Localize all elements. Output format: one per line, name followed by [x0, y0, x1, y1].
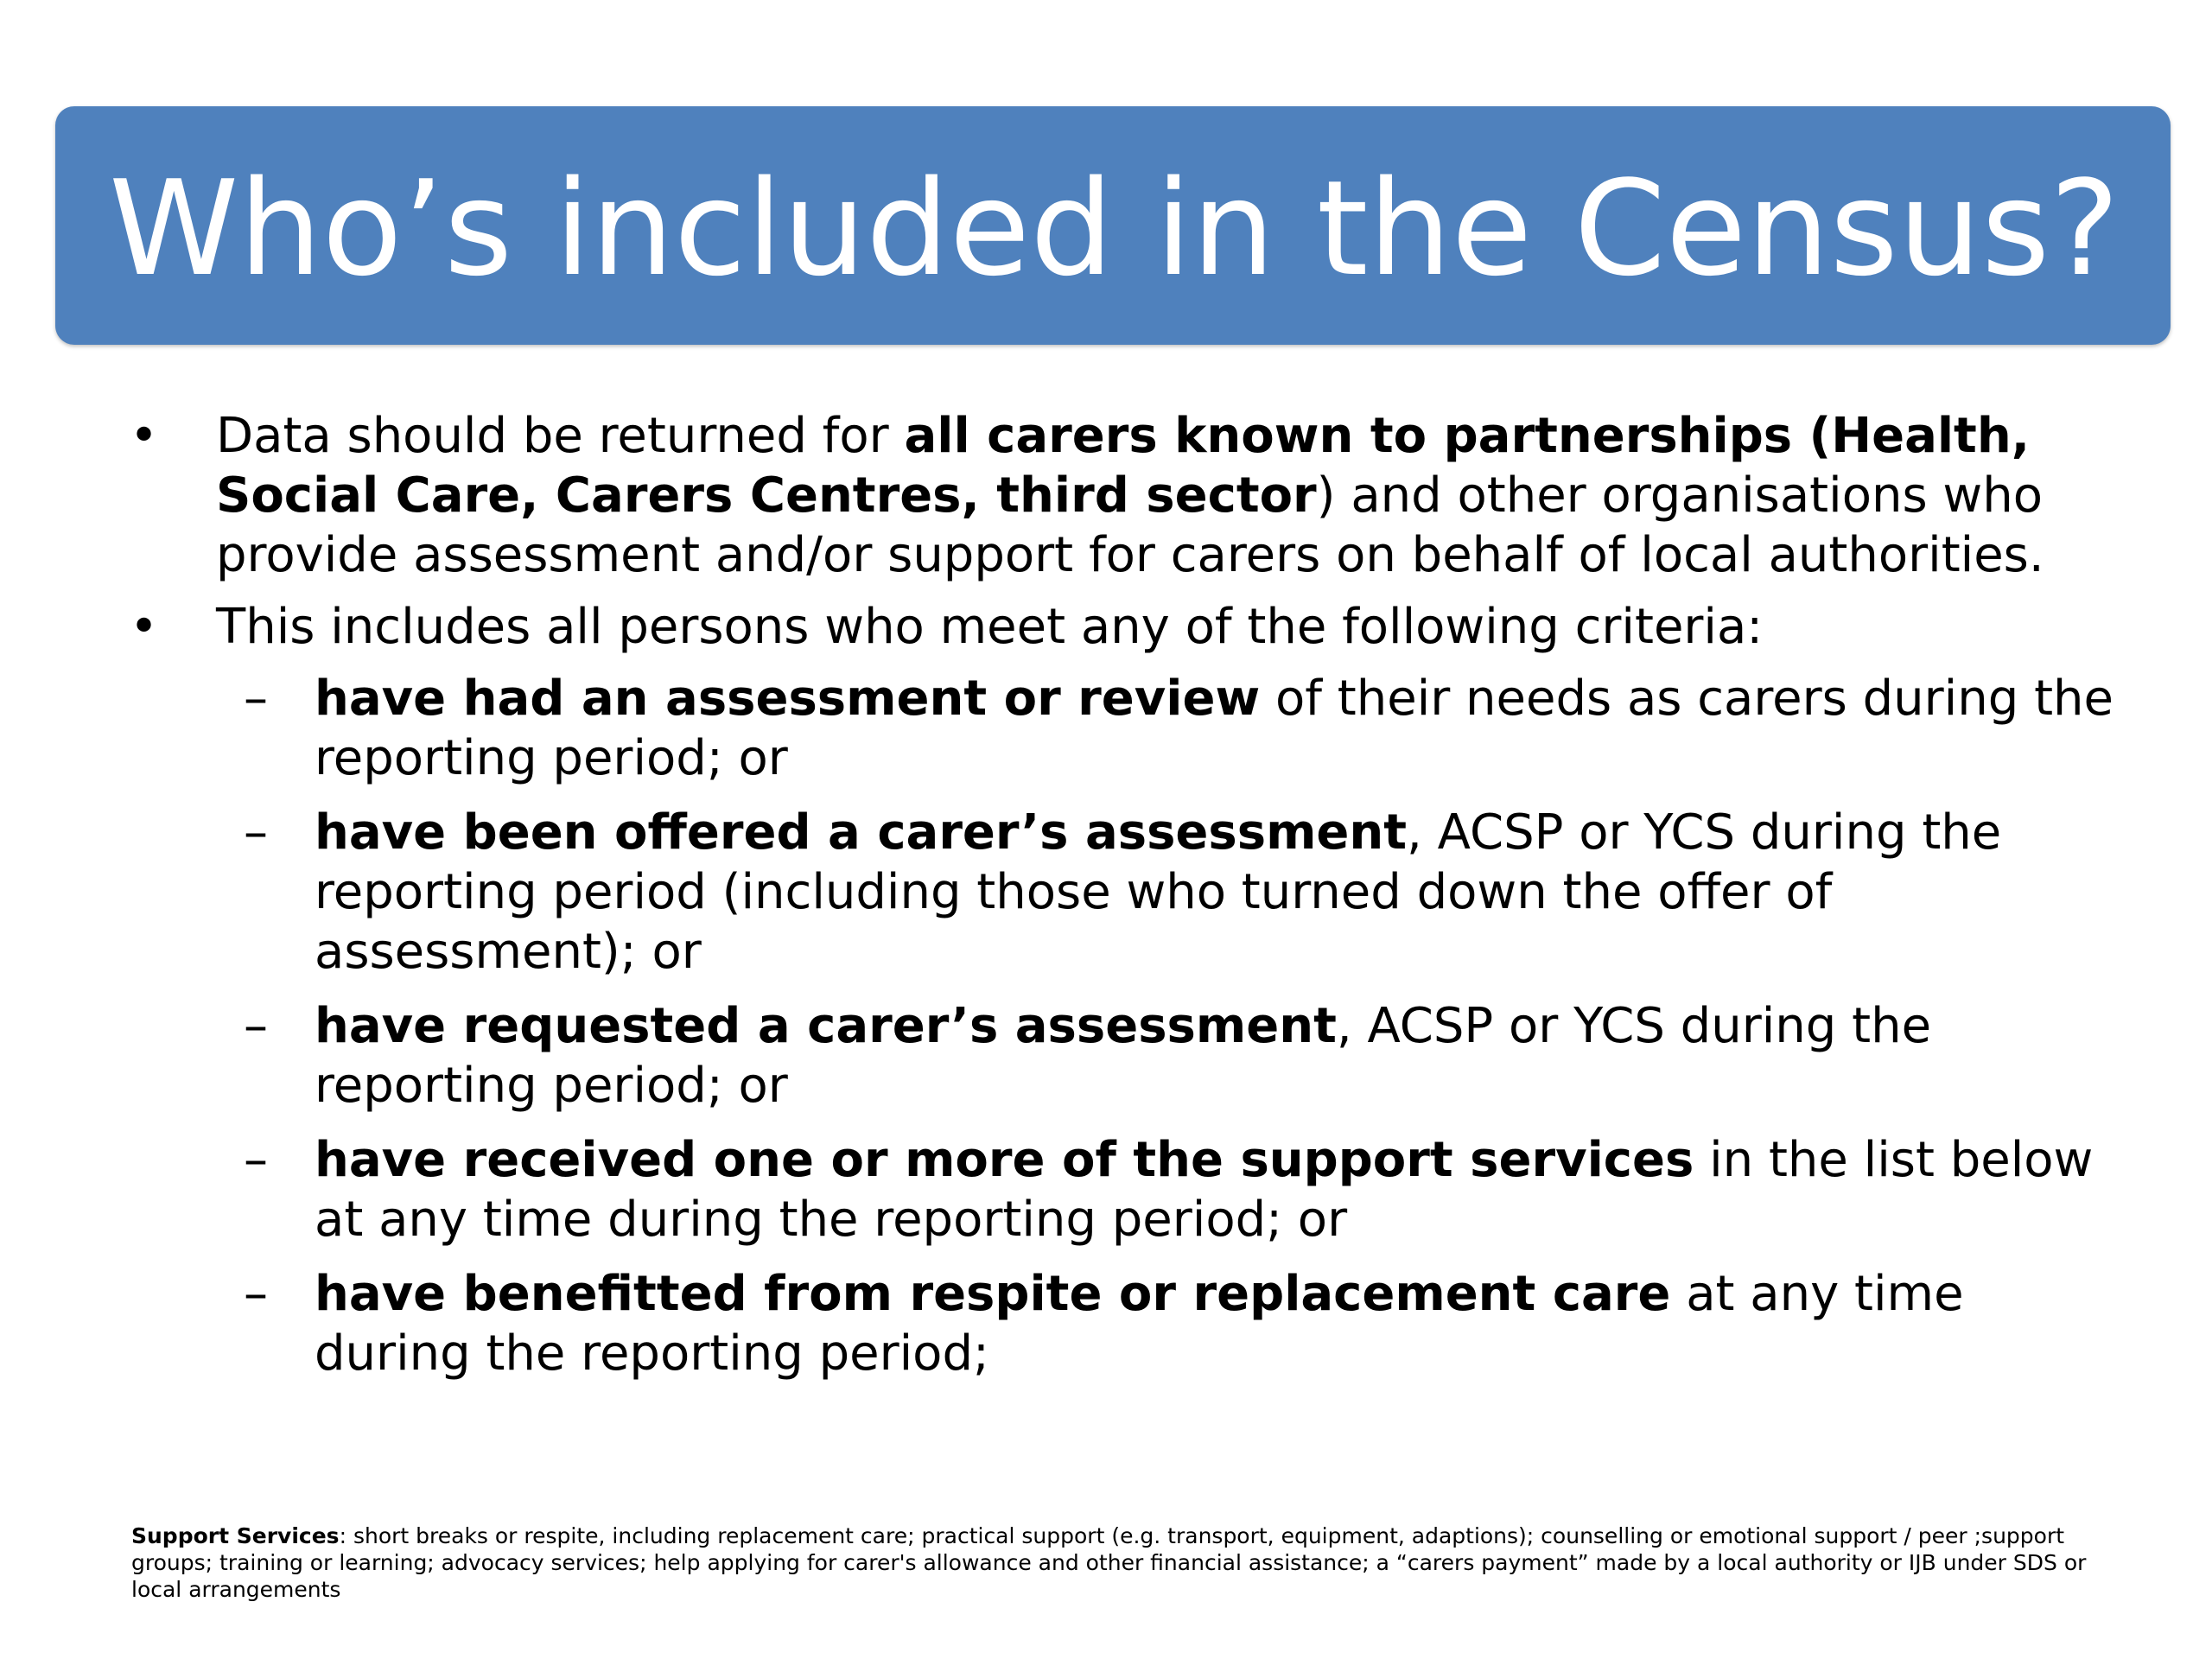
criteria-rest: , ACSP or YCS during the reporting period (including those who turned down the offer of assessment); or [315, 804, 2002, 980]
bullet-includes [130, 597, 2117, 657]
criteria-bold: have received one or more of the support services [315, 1132, 1694, 1188]
criteria-list [130, 669, 2117, 1383]
criteria-bold: have been offered a carer’s assessment [315, 804, 1408, 861]
criteria-item [130, 1130, 2117, 1249]
bullet-text-pre: Data should be returned for [216, 408, 905, 464]
criteria-rest: at any time during the reporting period; [315, 1266, 1964, 1382]
bullet-text-post: ) and other organisations who provide assessment and/or support for carers on behalf of local authorities. [216, 467, 2044, 583]
criteria-rest: in the list below at any time during the reporting period; or [315, 1132, 2094, 1248]
footnote-text: : short breaks or respite, including replacement care; practical support (e.g. transport, equipment, adaptions); counselling or emotional support / peer ;support groups; training or learning; advocacy services; help applying for carer's allowance and other financial assistance; a “carers payment” made by a local authority or IJB under SDS or local arrangements [131, 1523, 2087, 1602]
criteria-bold: have requested a carer’s assessment [315, 998, 1337, 1054]
bullet-text-bold: all carers known to partnerships (Health, Social Care, Carers Centres, third sector [216, 408, 2030, 524]
dash-mark: – [244, 671, 268, 727]
dash-mark: – [244, 1266, 268, 1322]
title-banner [55, 106, 2171, 345]
bullet-text: This includes all persons who meet any of the following criteria: [216, 599, 1764, 655]
footnote-support-services [131, 1522, 2101, 1603]
dash-mark: – [244, 1132, 268, 1188]
criteria-item [130, 996, 2117, 1116]
criteria-bold: have benefitted from respite or replacement care [315, 1266, 1671, 1322]
criteria-item [130, 669, 2117, 788]
bullet-dot: • [130, 599, 159, 655]
slide-content [130, 406, 2117, 1398]
criteria-item [130, 1264, 2117, 1383]
footnote-label: Support Services [131, 1523, 340, 1548]
bullet-data-returned [130, 406, 2117, 585]
bullet-dot: • [130, 408, 159, 464]
criteria-rest: of their needs as carers during the reporting period; or [315, 671, 2113, 786]
criteria-bold: have had an assessment or review [315, 671, 1261, 727]
page-title: Who’s included in the Census? [109, 152, 2120, 305]
dash-mark: – [244, 998, 268, 1054]
dash-mark: – [244, 804, 268, 861]
criteria-rest: , ACSP or YCS during the reporting period; or [315, 998, 1932, 1114]
criteria-item [130, 803, 2117, 982]
